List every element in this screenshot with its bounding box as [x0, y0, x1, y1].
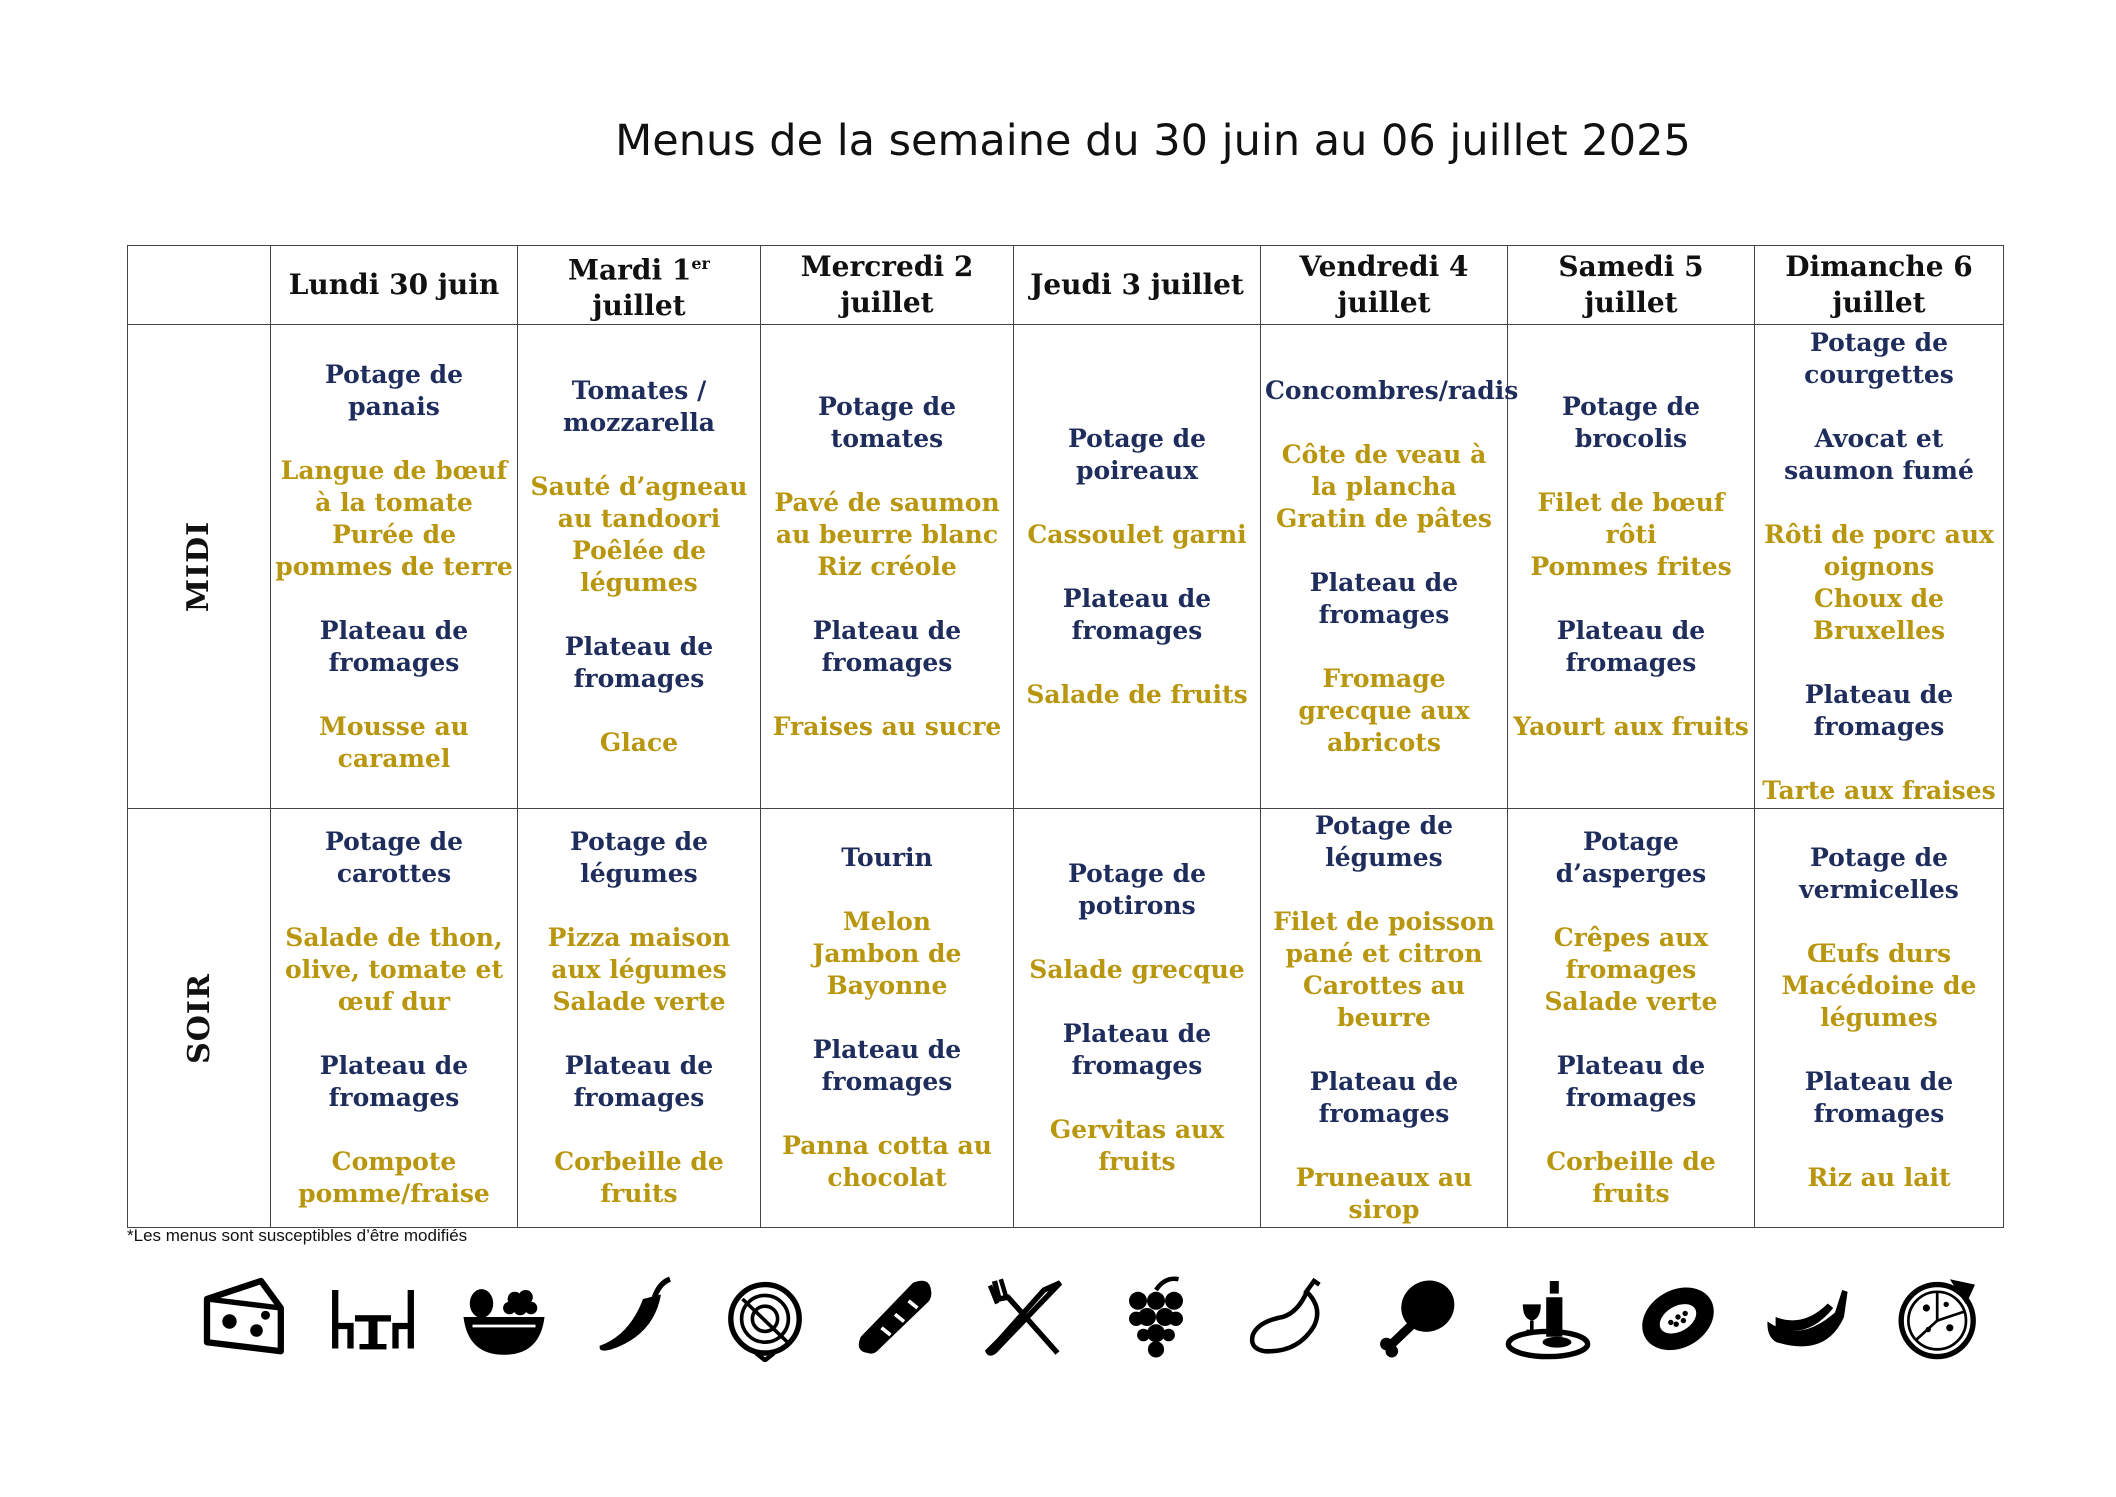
spacer — [1265, 1034, 1503, 1066]
spacer — [765, 679, 1009, 711]
spacer — [1759, 906, 1999, 938]
menu-item: Plateau de fromages — [319, 1051, 469, 1113]
midi-cell — [518, 325, 761, 809]
food-icons-strip — [196, 1270, 1986, 1370]
spacer — [522, 599, 756, 631]
spacer — [1018, 986, 1256, 1018]
menu-item: Tomates / mozzarella — [563, 375, 715, 437]
spacer — [1265, 535, 1503, 567]
menu-item: Plateau de fromages — [812, 1035, 962, 1097]
menu-item: Jambon de Bayonne — [812, 939, 962, 1001]
menu-item: Tourin — [841, 843, 933, 873]
menu-item: Melon — [843, 907, 931, 937]
spacer — [1018, 487, 1256, 519]
soir-cell — [1014, 809, 1261, 1228]
onion-icon — [718, 1270, 812, 1364]
header-row — [128, 246, 2004, 325]
spacer — [522, 890, 756, 922]
day-header: Mercredi 2 juillet — [761, 246, 1014, 325]
spacer — [275, 679, 513, 711]
spacer — [1759, 487, 1999, 519]
soir-cell — [1261, 809, 1508, 1228]
menu-item: Pavé de saumon au beurre blanc — [774, 487, 1000, 549]
spacer — [765, 1002, 1009, 1034]
menu-item: Fromage grecque aux abricots — [1298, 663, 1470, 757]
spacer — [1759, 743, 1999, 775]
spacer — [1512, 455, 1750, 487]
spacer — [275, 583, 513, 615]
menu-item: Œufs durs — [1806, 939, 1952, 969]
day-header: Dimanche 6 juillet — [1755, 246, 2004, 325]
day-header: Lundi 30 juin — [271, 246, 518, 325]
menu-item: Crêpes aux fromages — [1553, 923, 1709, 985]
spacer — [275, 423, 513, 455]
menu-item: Corbeille de fruits — [1546, 1147, 1716, 1209]
spacer — [522, 439, 756, 471]
menu-item: Potage de légumes — [569, 827, 709, 889]
chili-pepper-icon — [587, 1270, 681, 1364]
menu-item: Langue de bœuf à la tomate — [280, 455, 508, 517]
spacer — [1018, 647, 1256, 679]
menu-item: Potage de légumes — [1314, 811, 1454, 873]
row-label-midi: MIDI — [128, 325, 271, 809]
grapes-icon — [1109, 1270, 1203, 1364]
day-header: Mardi 1er juillet — [518, 246, 761, 325]
fruit-basket-icon — [457, 1270, 551, 1364]
menu-item: Plateau de fromages — [812, 615, 962, 677]
spacer — [765, 455, 1009, 487]
spacer — [1018, 922, 1256, 954]
spacer — [1018, 1082, 1256, 1114]
menu-item: Compote pomme/fraise — [298, 1147, 490, 1209]
wine-platter-icon — [1501, 1270, 1595, 1364]
menu-item: Avocat et saumon fumé — [1784, 423, 1974, 485]
menu-item: Potage de panais — [324, 359, 464, 421]
footnote: *Les menus sont susceptibles d’être modifiés — [127, 1226, 468, 1245]
dining-table-icon — [326, 1270, 420, 1364]
midi-cell — [1755, 325, 2004, 809]
chicken-leg-icon — [1370, 1270, 1464, 1364]
menu-item: Plateau de fromages — [1309, 567, 1459, 629]
menu-item: Plateau de fromages — [1804, 1067, 1954, 1129]
menu-item: Carottes au beurre — [1302, 971, 1466, 1033]
menu-item: Salade grecque — [1029, 955, 1245, 985]
menu-item: Yaourt aux fruits — [1513, 711, 1749, 741]
menu-item: Potage de vermicelles — [1799, 843, 1959, 905]
midi-cell — [1014, 325, 1261, 809]
menu-item: Pruneaux au sirop — [1295, 1163, 1473, 1225]
spacer — [275, 890, 513, 922]
menu-item: Panna cotta au chocolat — [782, 1131, 992, 1193]
day-header: Jeudi 3 juillet — [1014, 246, 1261, 325]
menu-item: Poêlée de légumes — [571, 535, 707, 597]
spacer — [522, 1018, 756, 1050]
menu-item: Plateau de fromages — [1062, 1019, 1212, 1081]
spacer — [1759, 1130, 1999, 1162]
midi-cell — [1261, 325, 1519, 809]
menu-item: Sauté d’agneau au tandoori — [530, 471, 748, 533]
menu-item: Potage de tomates — [817, 391, 957, 453]
menu-item: Potage de courgettes — [1804, 327, 1954, 389]
spacer — [522, 1114, 756, 1146]
menu-item: Potage de carottes — [324, 827, 464, 889]
menu-item: Plateau de fromages — [1804, 679, 1954, 741]
soir-cell — [1755, 809, 2004, 1228]
midi-cell — [761, 325, 1014, 809]
spacer — [765, 583, 1009, 615]
spacer — [1512, 890, 1750, 922]
menu-item: Mousse au caramel — [319, 711, 469, 773]
spacer — [1265, 407, 1503, 439]
menu-item: Plateau de fromages — [1309, 1067, 1459, 1129]
row-label-soir: SOIR — [128, 809, 271, 1228]
menu-item: Potage de poireaux — [1067, 423, 1207, 485]
midi-cell — [271, 325, 518, 809]
soir-cell — [518, 809, 761, 1228]
menu-item: Plateau de fromages — [1556, 1051, 1706, 1113]
spacer — [275, 1018, 513, 1050]
spacer — [1265, 874, 1503, 906]
menu-item: Salade de fruits — [1026, 679, 1248, 709]
spacer — [1512, 583, 1750, 615]
menu-item: Salade verte — [1544, 987, 1718, 1017]
spacer — [522, 695, 756, 727]
banana-icon — [1761, 1270, 1855, 1364]
menu-item: Glace — [599, 727, 679, 757]
menu-item: Gervitas aux fruits — [1049, 1115, 1225, 1177]
menu-item: Rôti de porc aux oignons — [1764, 519, 1994, 581]
page-title: Menus de la semaine du 30 juin au 06 juillet 2025 — [615, 116, 1691, 166]
eggplant-icon — [1240, 1270, 1334, 1364]
spacer — [765, 1098, 1009, 1130]
menu-item: Concombres/radis — [1265, 375, 1519, 405]
menu-item: Gratin de pâtes — [1276, 503, 1492, 533]
soir-cell — [1508, 809, 1755, 1228]
menu-item: Salade de thon, olive, tomate et œuf dur — [285, 923, 503, 1017]
fork-knife-icon — [979, 1270, 1073, 1364]
menu-item: Tarte aux fraises — [1762, 775, 1996, 805]
menu-item: Cassoulet garni — [1027, 519, 1247, 549]
menu-item: Potage de potirons — [1067, 859, 1207, 921]
spacer — [1512, 679, 1750, 711]
midi-row — [128, 325, 2004, 809]
menu-table — [127, 245, 2004, 1228]
menu-item: Filet de poisson pané et citron — [1273, 907, 1495, 969]
menu-item: Plateau de fromages — [1062, 583, 1212, 645]
menu-item: Corbeille de fruits — [554, 1147, 724, 1209]
spacer — [1018, 551, 1256, 583]
menu-item: Plateau de fromages — [1556, 615, 1706, 677]
baguette-icon — [848, 1270, 942, 1364]
spacer — [1265, 631, 1503, 663]
spacer — [765, 874, 1009, 906]
menu-item: Choux de Bruxelles — [1812, 583, 1946, 645]
spacer — [1512, 1114, 1750, 1146]
menu-item: Filet de bœuf rôti — [1537, 487, 1725, 549]
soir-cell — [761, 809, 1014, 1228]
menu-item: Côte de veau à la plancha — [1281, 439, 1487, 501]
day-header: Samedi 5 juillet — [1508, 246, 1755, 325]
menu-item: Plateau de fromages — [564, 1051, 714, 1113]
menu-item: Potage de brocolis — [1561, 391, 1701, 453]
pizza-icon — [1892, 1270, 1986, 1364]
spacer — [1759, 647, 1999, 679]
corner-cell — [128, 246, 271, 325]
menu-item: Salade verte — [552, 987, 726, 1017]
menu-item: Potage d’asperges — [1555, 827, 1707, 889]
soir-row — [128, 809, 2004, 1228]
menu-item: Macédoine de légumes — [1781, 971, 1977, 1033]
day-header: Vendredi 4 juillet — [1261, 246, 1508, 325]
soir-cell — [271, 809, 518, 1228]
menu-item: Riz au lait — [1807, 1163, 1951, 1193]
menu-item: Plateau de fromages — [319, 615, 469, 677]
spacer — [1759, 391, 1999, 423]
menu-item: Purée de pommes de terre — [275, 519, 513, 581]
menu-item: Pizza maison aux légumes — [547, 923, 731, 985]
spacer — [1512, 1018, 1750, 1050]
spacer — [275, 1114, 513, 1146]
menu-item: Plateau de fromages — [564, 631, 714, 693]
papaya-icon — [1631, 1270, 1725, 1364]
midi-cell — [1508, 325, 1755, 809]
cheese-icon — [196, 1270, 290, 1364]
menu-item: Pommes frites — [1530, 551, 1732, 581]
spacer — [1265, 1130, 1503, 1162]
spacer — [1759, 1034, 1999, 1066]
menu-item: Fraises au sucre — [772, 711, 1002, 741]
menu-item: Riz créole — [817, 551, 957, 581]
